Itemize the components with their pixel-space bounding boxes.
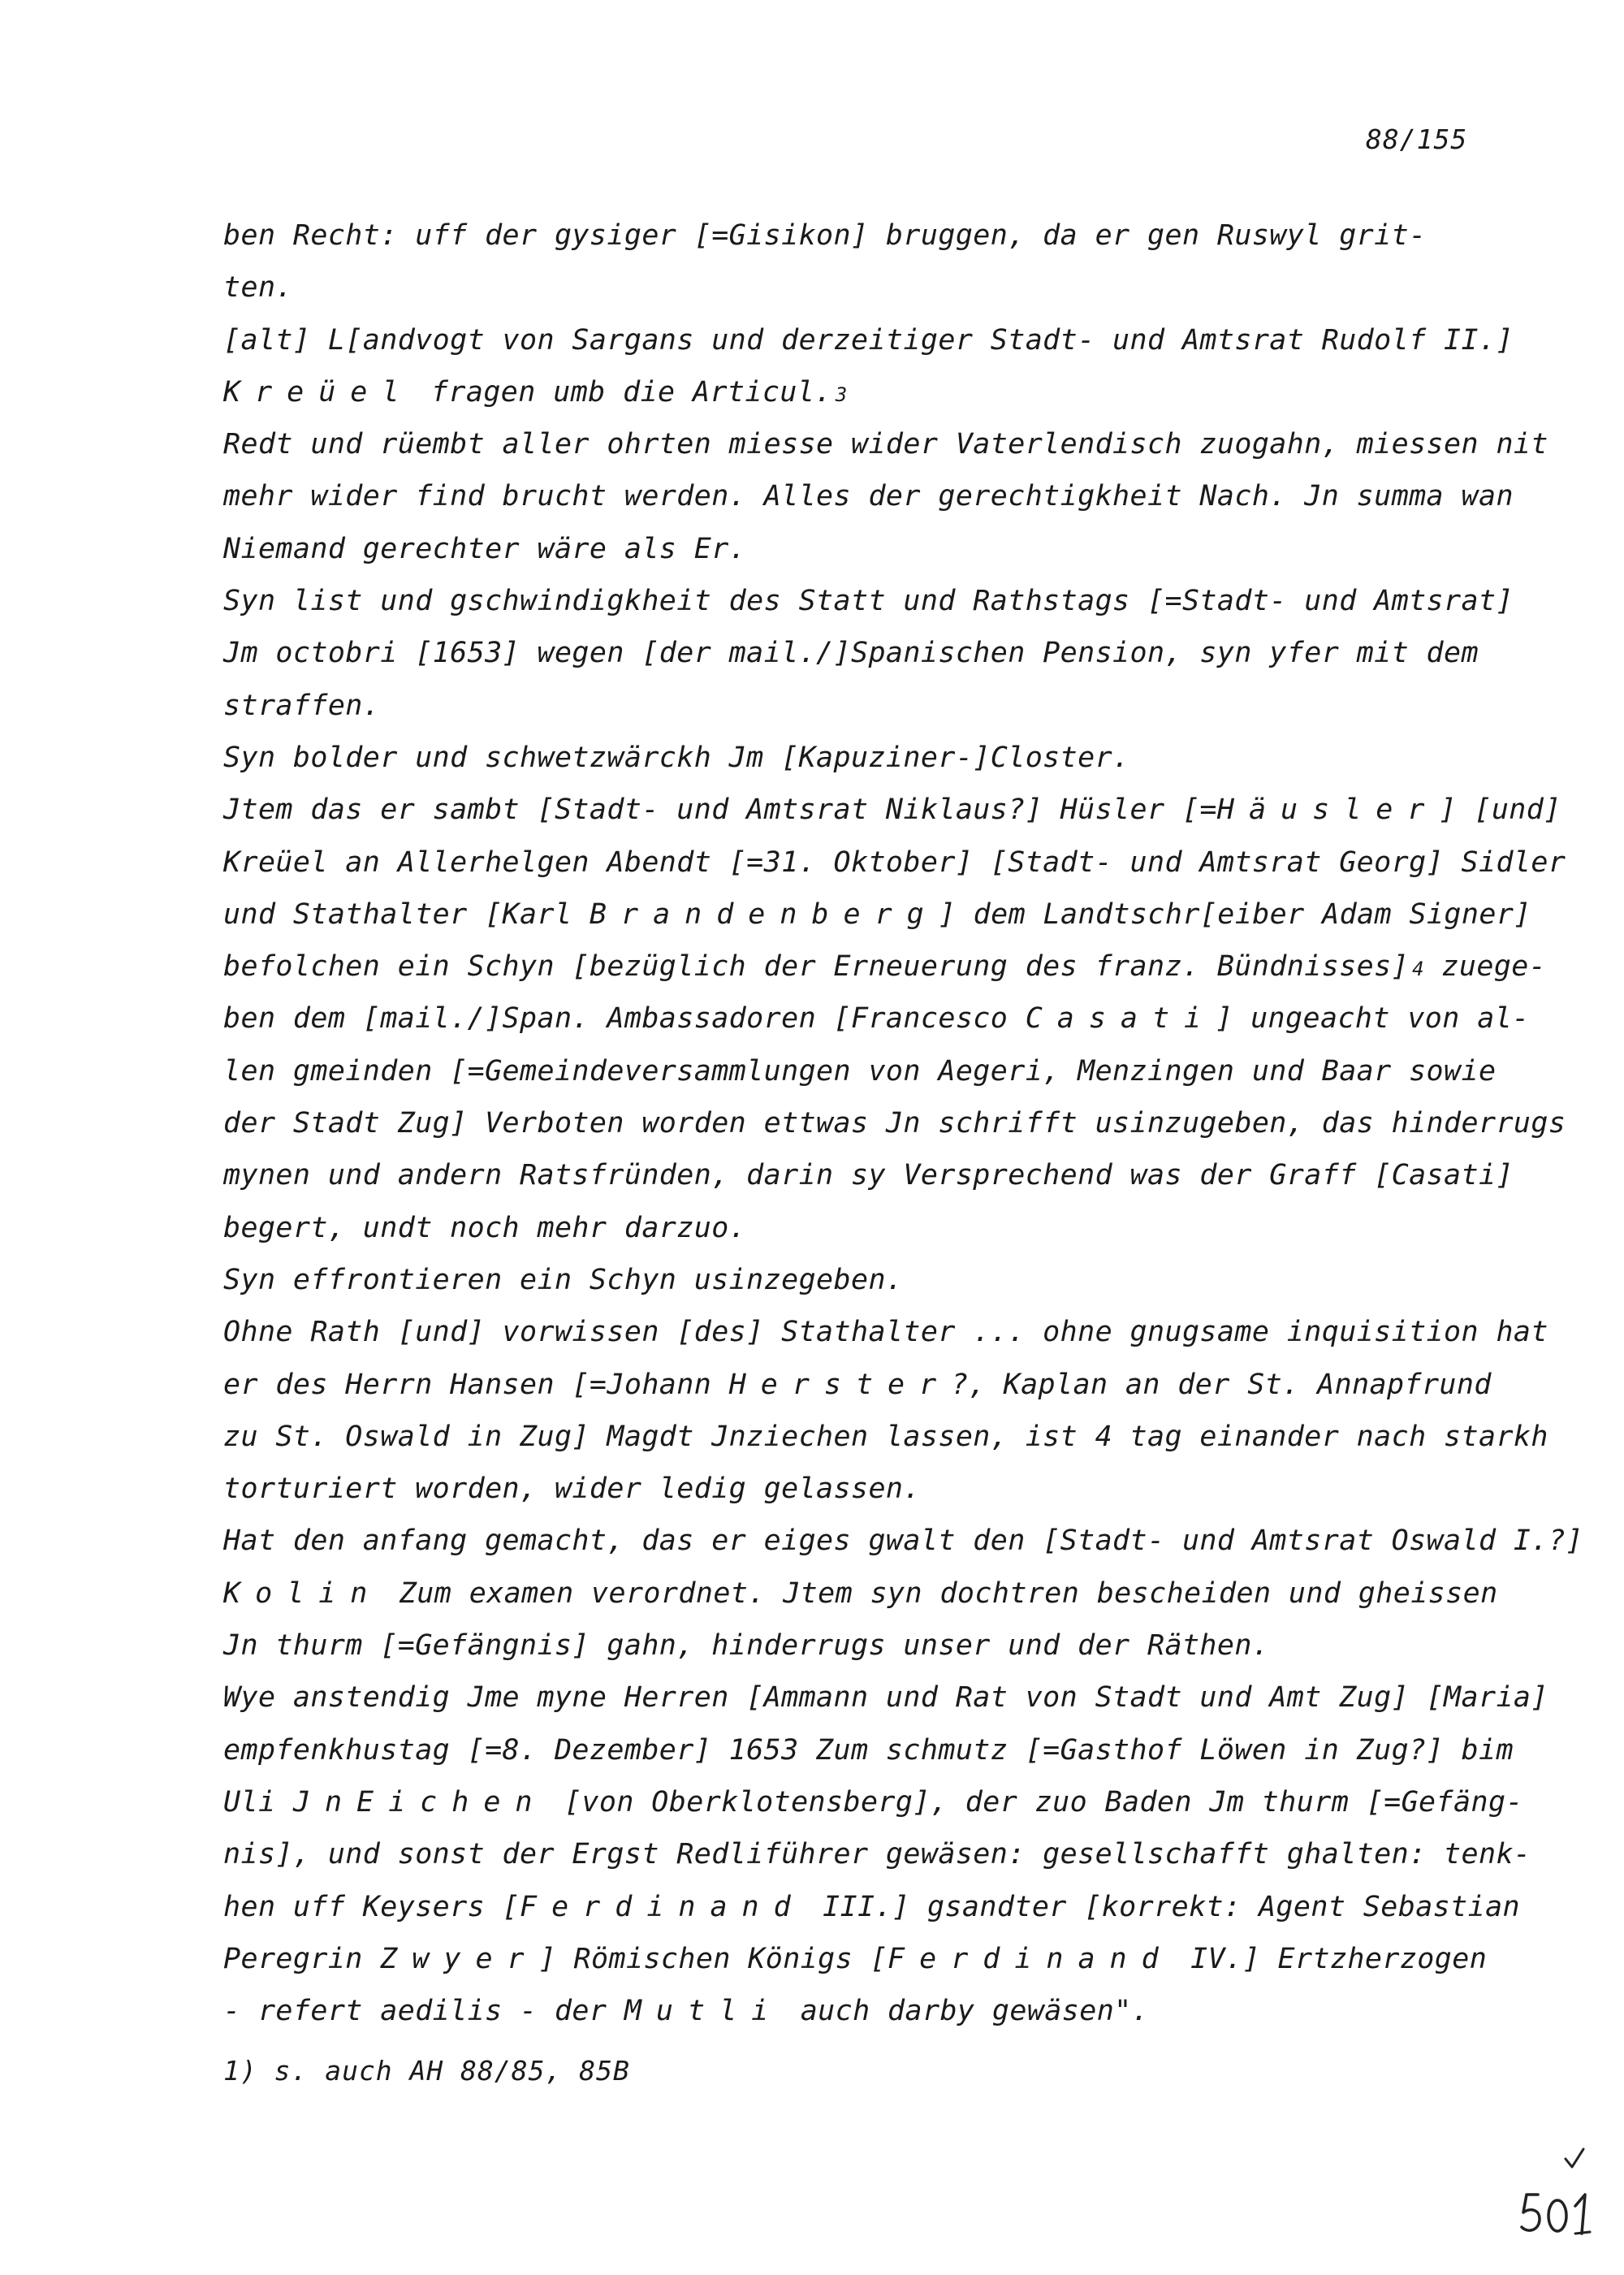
spaced-name: Zwyer [380, 1942, 539, 1975]
text-line: begert, undt noch mehr darzuo. [223, 1211, 747, 1244]
spaced-name: Kreüel [223, 375, 414, 409]
text-line: nis], und sonst der Ergst Redliführer gewäsen: gesellschafft ghalten: tenk- [223, 1838, 1531, 1871]
text-line: mynen und andern Ratsfründen, darin sy Versprechend was der Graff [Casati] [223, 1159, 1514, 1192]
text-line: straffen. [223, 689, 381, 722]
text-line: Jn thurm [=Gefängnis] gahn, hinderrugs unser und der Räthen. [223, 1629, 1270, 1663]
transcription-body [223, 210, 1583, 2037]
text-line: Niemand gerechter wäre als Er. [223, 532, 747, 565]
text-line: Syn effrontieren ein Schyn usinzegeben. [223, 1263, 904, 1296]
archive-mark [1518, 2144, 1600, 2242]
text-line: er des Herrn Hansen [=Johann Herster?, Kaplan an der St. Annapfrund [223, 1368, 1492, 1401]
text-line: Jtem das er sambt [Stadt- und Amtsrat Niklaus?] Hüsler [=Häusler] [und] [223, 794, 1561, 827]
text-line: Syn bolder und schwetzwärckh Jm [Kapuziner-]Closter. [223, 741, 1130, 774]
spaced-name: Häusler [1216, 794, 1440, 827]
text-line: empfenkhustag [=8. Dezember] 1653 Zum schmutz [=Gasthof Löwen in Zug?] bim [223, 1733, 1514, 1767]
text-line: torturiert worden, wider ledig gelassen. [223, 1473, 921, 1506]
text-line: ben Recht: uff der gysiger [=Gisikon] bruggen, da er gen Ruswyl grit- [223, 219, 1427, 252]
spaced-name: Ferdinand [888, 1942, 1173, 1975]
text-line: befolchen ein Schyn [bezüglich der Erneuerung des franz. Bündnisses] $^4$ zuege- [223, 950, 1547, 984]
text-line: len gmeinden [=Gemeindeversammlungen von Aegeri, Menzingen und Baar sowie [223, 1054, 1497, 1088]
handwritten-archive-number [1518, 2144, 1600, 2242]
spaced-name: Brandenberg [589, 897, 939, 931]
text-line: Kreüel an Allerhelgen Abendt [=31. Oktober] [Stadt- und Amtsrat Georg] Sidler [223, 846, 1566, 879]
footnote-ref: 4 [1412, 958, 1424, 981]
text-line: [alt] L[andvogt von Sargans und derzeitiger Stadt- und Amtsrat Rudolf II.] [223, 323, 1514, 357]
text-line: Peregrin Zwyer] Römischen Königs [Ferdinand IV.] Ertzherzogen [223, 1942, 1488, 1975]
text-line: Jm octobri [1653] wegen [der mail./]Spanischen Pension, syn yfer mit dem [223, 637, 1479, 670]
text-line: ben dem [mail./]Span. Ambassadoren [Francesco Casati] ungeacht von al- [223, 1002, 1530, 1036]
spaced-name: Herster [728, 1368, 952, 1401]
text-line: mehr wider find brucht werden. Alles der gerechtigkheit Nach. Jn summa wan [223, 480, 1514, 513]
text-line: und Stathalter [Karl Brandenberg] dem Landtschr[eiber Adam Signer] [223, 897, 1531, 931]
text-line: Wye anstendig Jme myne Herren [Ammann und Rat von Stadt und Amt Zug] [Maria] [223, 1681, 1548, 1715]
footnote-ref: 3 [835, 383, 848, 406]
spaced-name: Ferdinand [520, 1890, 806, 1923]
text-line: Kreüel fragen umb die Articul. $^3$ [223, 375, 848, 409]
text-line: - refert aedilis - der Mutli auch darby gewäsen". [223, 1995, 1150, 2028]
text-line: der Stadt Zug] Verboten worden ettwas Jn schrifft usinzugeben, das hinderrugs [223, 1107, 1566, 1140]
text-line: Hat den anfang gemacht, das er eiges gwalt den [Stadt- und Amtsrat Oswald I.?] [223, 1525, 1583, 1558]
text-line: Ohne Rath [und] vorwissen [des] Stathalter ... ohne gnugsame inquisition hat [223, 1316, 1548, 1349]
spaced-name: Kolin [223, 1576, 382, 1610]
text-line: hen uff Keysers [Ferdinand III.] gsandter [korrekt: Agent Sebastian [223, 1890, 1521, 1923]
text-line: Syn list und gschwindigkheit des Statt und Rathstags [=Stadt- und Amtsrat] [223, 585, 1514, 618]
text-line: ten. [223, 271, 293, 305]
spaced-name: Casati [1025, 1002, 1216, 1036]
footnote: 1) s. auch AH 88/85, 85B [223, 2055, 630, 2087]
text-line: zu St. Oswald in Zug] Magdt Jnziechen lassen, ist 4 tag einander nach starkh [223, 1420, 1548, 1453]
text-line: Uli JnEichen [von Oberklotensberg], der zuo Baden Jm thurm [=Gefäng- [223, 1785, 1523, 1819]
text-line: Redt und rüembt aller ohrten miesse wider Vaterlendisch zuogahn, miessen nit [223, 428, 1548, 461]
text-line: Kolin Zum examen verordnet. Jtem syn dochtren bescheiden und gheissen [223, 1576, 1498, 1610]
spaced-name: JnEichen [292, 1785, 547, 1819]
page-number: 88/155 [1366, 123, 1468, 155]
spaced-name: Mutli [624, 1995, 784, 2028]
